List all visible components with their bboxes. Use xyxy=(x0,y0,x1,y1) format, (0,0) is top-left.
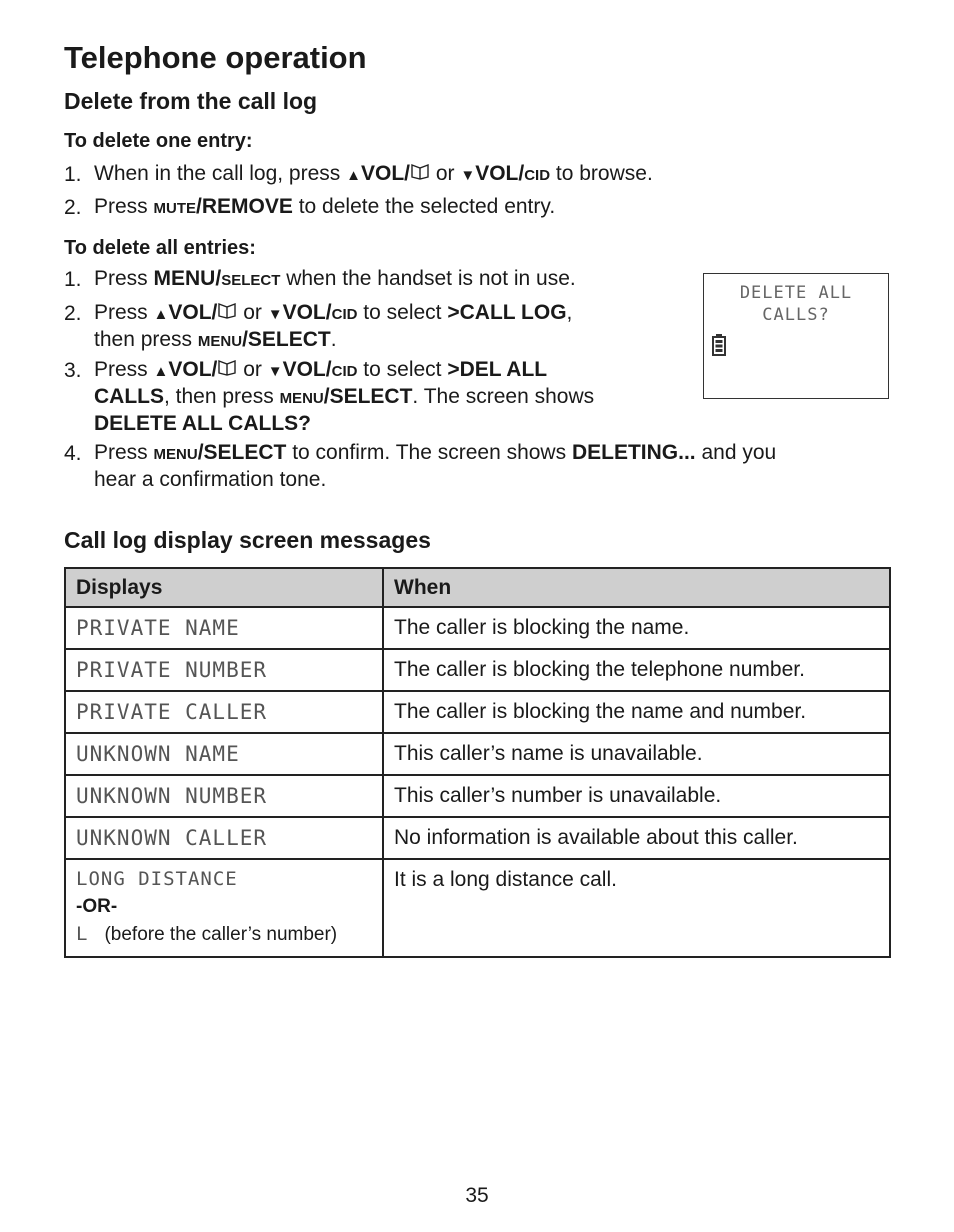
down-arrow-icon: ▼ xyxy=(267,363,283,380)
step-text: Press MUTE/REMOVE to delete the selected entry. xyxy=(94,195,556,218)
symbol-note: (before the caller’s number) xyxy=(104,924,338,945)
when-cell: This caller’s number is unavailable. xyxy=(383,775,890,817)
down-arrow-icon: ▼ xyxy=(460,167,476,184)
table-header-row xyxy=(65,568,890,607)
step-number: 1. xyxy=(64,268,82,291)
up-arrow-icon: ▲ xyxy=(346,167,361,184)
when-cell: No information is available about this caller. xyxy=(383,817,890,859)
when-cell: This caller’s name is unavailable. xyxy=(383,733,890,775)
table-row xyxy=(65,691,890,733)
book-icon xyxy=(410,162,430,185)
step-text: Press MENU/SELECT when the handset is not in use. xyxy=(94,267,576,290)
when-cell: It is a long distance call. xyxy=(383,859,890,957)
table-row xyxy=(65,817,890,859)
book-icon xyxy=(217,301,237,324)
column-header-when: When xyxy=(383,568,890,607)
column-header-displays: Displays xyxy=(65,568,383,607)
step-text: Press ▲VOL/ or ▼VOL/CID to select >DEL ALL CALLS, then press MENU/SELECT. The screen shows DELETE ALL CALLS? xyxy=(94,358,595,435)
messages-table xyxy=(64,567,891,958)
step-text: Press MENU/SELECT to confirm. The screen shows DELETING... and you hear a confirmation tone. xyxy=(94,441,777,491)
display-cell: PRIVATE CALLER xyxy=(65,691,383,733)
step-number: 3. xyxy=(64,359,82,382)
display-cell: UNKNOWN NAME xyxy=(65,733,383,775)
table-row xyxy=(65,607,890,649)
screen-line-2: CALLS? xyxy=(762,305,830,325)
handset-screen xyxy=(703,273,889,399)
up-arrow-icon: ▲ xyxy=(153,306,169,323)
table-row xyxy=(65,775,890,817)
step-number: 1. xyxy=(64,163,82,186)
long-distance-symbol: L xyxy=(76,923,89,945)
display-cell xyxy=(65,859,383,957)
step-text: When in the call log, press ▲VOL/ or ▼VOL/CID to browse. xyxy=(94,162,653,185)
up-arrow-icon: ▲ xyxy=(153,363,169,380)
long-distance-display: LONG DISTANCE xyxy=(76,868,238,890)
battery-icon xyxy=(712,334,726,361)
table-row xyxy=(65,859,890,957)
when-cell: The caller is blocking the telephone number. xyxy=(383,649,890,691)
step-number: 2. xyxy=(64,302,82,325)
subheading-one-entry: To delete one entry: xyxy=(64,130,253,152)
when-cell: The caller is blocking the name. xyxy=(383,607,890,649)
display-cell: PRIVATE NUMBER xyxy=(65,649,383,691)
step-text: Press ▲VOL/ or ▼VOL/CID to select >CALL LOG, then press MENU/SELECT. xyxy=(94,301,573,351)
subheading-all-entries: To delete all entries: xyxy=(64,237,256,259)
section-heading-messages: Call log display screen messages xyxy=(64,527,431,553)
display-cell: UNKNOWN NUMBER xyxy=(65,775,383,817)
or-label: -OR- xyxy=(76,896,118,917)
display-cell: PRIVATE NAME xyxy=(65,607,383,649)
when-cell: The caller is blocking the name and number. xyxy=(383,691,890,733)
table-row xyxy=(65,733,890,775)
page-title: Telephone operation xyxy=(64,40,367,75)
section-heading-delete: Delete from the call log xyxy=(64,88,318,114)
step-number: 4. xyxy=(64,442,82,465)
table-row xyxy=(65,649,890,691)
step-number: 2. xyxy=(64,196,82,219)
display-cell: UNKNOWN CALLER xyxy=(65,817,383,859)
book-icon xyxy=(217,358,237,381)
page-number: 35 xyxy=(465,1184,489,1207)
screen-line-1: DELETE ALL xyxy=(739,283,853,303)
down-arrow-icon: ▼ xyxy=(267,306,283,323)
